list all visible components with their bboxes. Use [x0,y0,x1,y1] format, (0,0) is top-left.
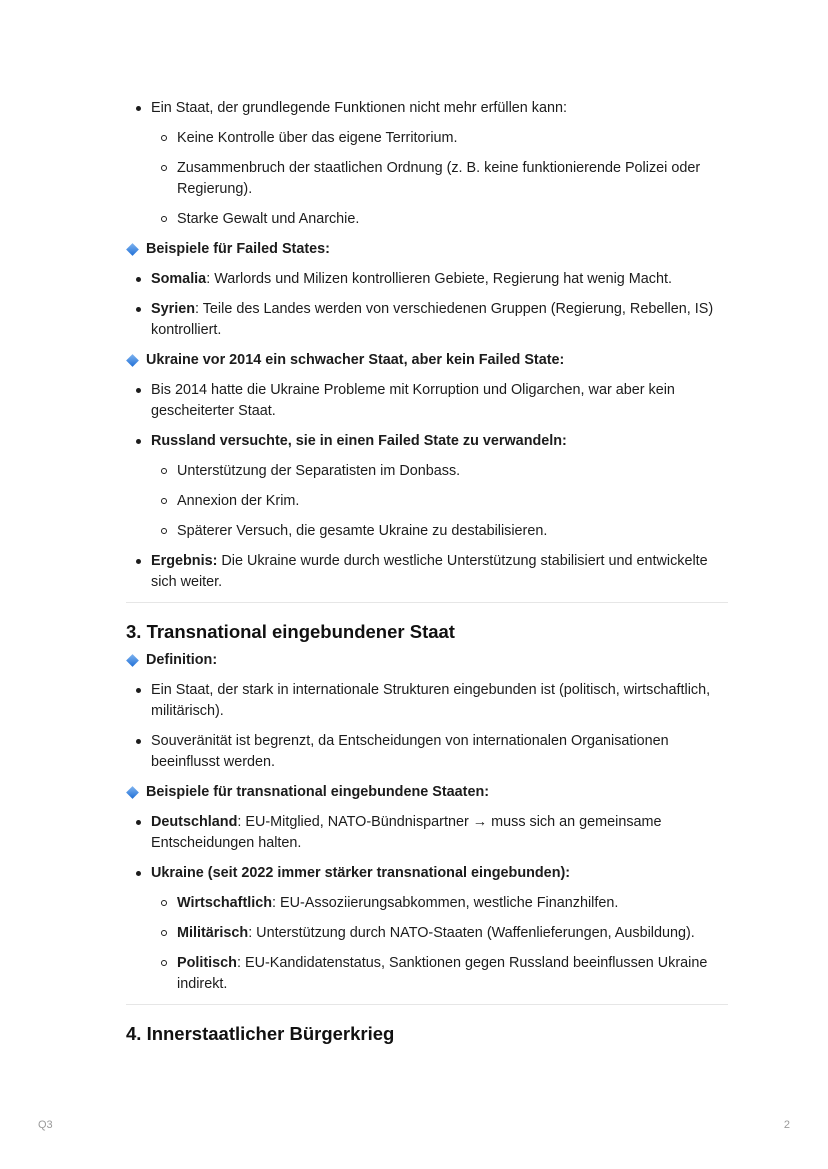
sub-list-item: Wirtschaftlich: EU-Assoziierungsabkommen, westliche Finanzhilfen. [151,893,728,914]
list-item: Deutschland: EU-Mitglied, NATO-Bündnispartner → muss sich an gemeinsame Entscheidungen halten. [126,812,728,854]
list-item: Bis 2014 hatte die Ukraine Probleme mit Korruption und Oligarchen, war aber kein gescheiterter Staat. [126,380,728,422]
examples-heading: Beispiele für Failed States: [126,239,728,260]
list-item: Somalia: Warlords und Milizen kontrollieren Gebiete, Regierung hat wenig Macht. [126,269,728,290]
blue-diamond-icon [126,786,139,799]
blue-diamond-icon [126,654,139,667]
ukraine-heading: Ukraine vor 2014 ein schwacher Staat, aber kein Failed State: [126,350,728,371]
blue-diamond-icon [126,354,139,367]
list-item: Souveränität ist begrenzt, da Entscheidungen von internationalen Organisationen beeinflusst werden. [126,731,728,773]
sub-list-item: Zusammenbruch der staatlichen Ordnung (z. B. keine funktionierende Polizei oder Regierung). [151,158,728,200]
examples-heading: Beispiele für transnational eingebundene Staaten: [126,782,728,803]
definition-heading: Definition: [126,650,728,671]
sub-list-item: Späterer Versuch, die gesamte Ukraine zu destabilisieren. [151,521,728,542]
blue-diamond-icon [126,243,139,256]
list-item: Russland versuchte, sie in einen Failed State zu verwandeln: [126,431,728,452]
list-item: Ukraine (seit 2022 immer stärker transnational eingebunden): [126,863,728,884]
sub-list-item: Annexion der Krim. [151,491,728,512]
page-number: 2 [783,1119,790,1131]
list-item: Ergebnis: Die Ukraine wurde durch westliche Unterstützung stabilisiert und entwickelte sich weiter. [126,551,728,593]
page-content [126,98,728,1046]
footer-left-label: Q3 [38,1119,53,1131]
sub-list-item: Unterstützung der Separatisten im Donbass. [151,461,728,482]
list-item: Ein Staat, der grundlegende Funktionen nicht mehr erfüllen kann: [126,98,728,119]
sub-list-item: Starke Gewalt und Anarchie. [151,209,728,230]
list-item: Ein Staat, der stark in internationale Strukturen eingebunden ist (politisch, wirtschaftlich, militärisch). [126,680,728,722]
sub-list-item: Keine Kontrolle über das eigene Territorium. [151,128,728,149]
sub-list-item: Militärisch: Unterstützung durch NATO-Staaten (Waffenlieferungen, Ausbildung). [151,923,728,944]
section-heading: 4. Innerstaatlicher Bürgerkrieg [126,1023,395,1044]
section-heading: 3. Transnational eingebundener Staat [126,621,455,642]
sub-list-item: Politisch: EU-Kandidatenstatus, Sanktionen gegen Russland beeinflussen Ukraine indirekt. [151,953,728,995]
list-item: Syrien: Teile des Landes werden von verschiedenen Gruppen (Regierung, Rebellen, IS) kontrolliert. [126,299,728,341]
